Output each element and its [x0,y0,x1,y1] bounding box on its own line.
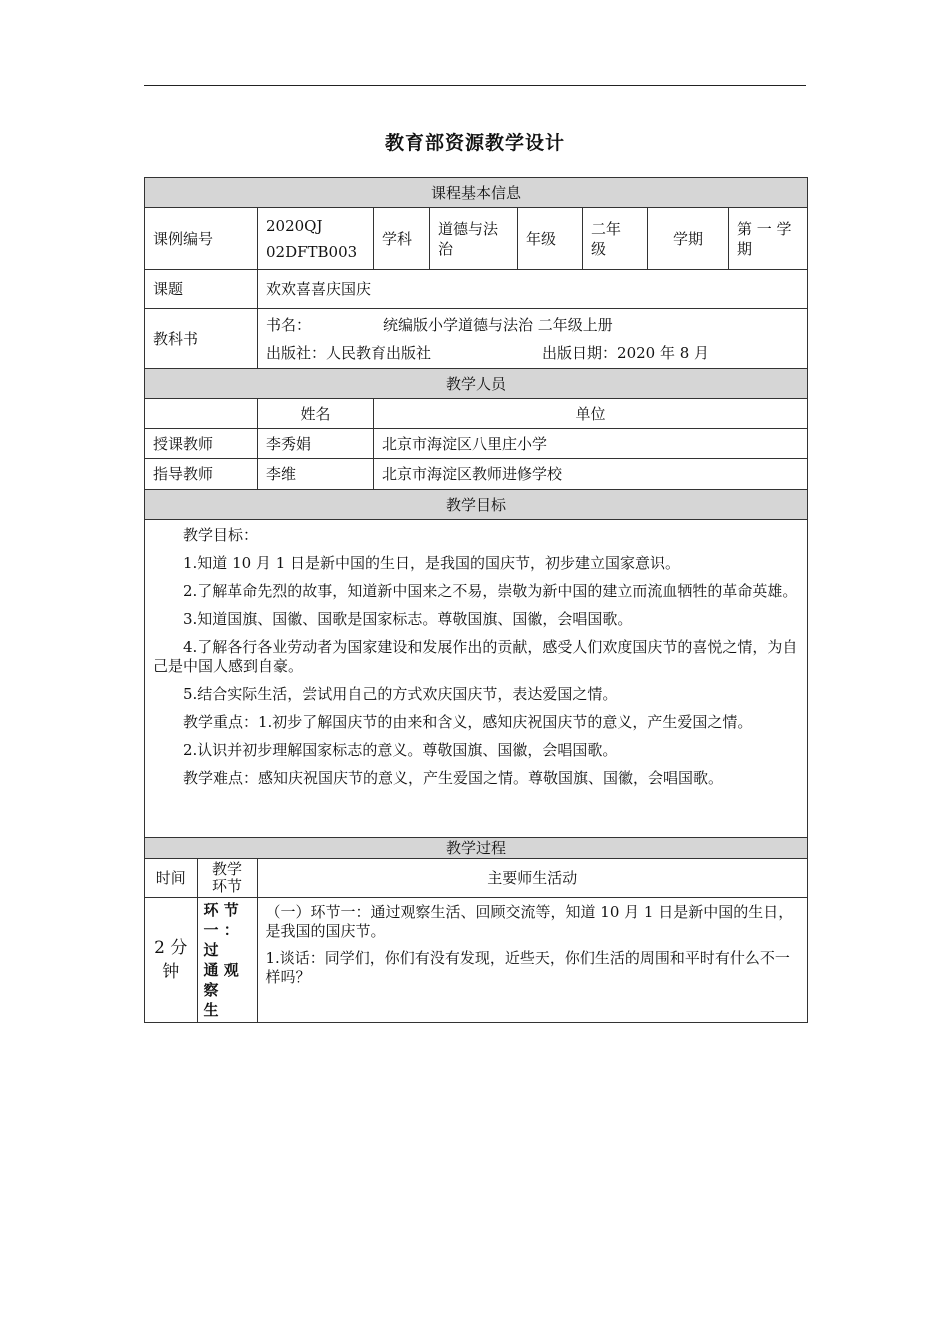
stage-header-line2: 环节 [211,877,242,895]
staff-unit: 北京市海淀区八里庄小学 [374,429,808,459]
topic-value: 欢欢喜喜庆国庆 [258,270,808,309]
staff-name-header: 姓名 [258,399,374,429]
goal-paragraph: 2.认识并初步理解国家标志的意义。尊敬国旗、国徽，会唱国歌。 [183,741,618,759]
pub-date-value: 2020 年 8 月 [617,343,710,362]
process-table-cell [145,859,808,898]
book-name-value: 统编版小学道德与法治 二年级上册 [383,315,613,334]
topic-label: 课题 [145,270,258,309]
activity-paragraph: 1.谈话：同学们，你们有没有发现，近些天，你们生活的周围和平时有什么不一样吗？ [265,949,790,986]
staff-name: 李秀娟 [258,429,374,459]
stage-header-line1: 教学 [211,860,242,878]
lesson-design-table [144,177,808,1023]
subject-line1: 道德与法 [438,219,499,238]
staff-row [145,459,808,490]
goal-paragraph: 教学难点：感知庆祝国庆节的意义，产生爱国之情。尊敬国旗、国徽，会唱国歌。 [183,769,724,787]
goal-paragraph: 4.了解各行各业劳动者为国家建设和发展作出的贡献，感受人们欢度国庆节的喜悦之情，为自己是中国人感到自豪。 [153,638,798,675]
goal-paragraph: 2.了解革命先烈的故事，知道新中国来之不易，崇敬为新中国的建立而流血牺牲的革命英雄。 [183,582,798,600]
document-title: 教育部资源教学设计 [384,132,565,154]
process-row-cell [145,898,808,1023]
grade-line2: 级 [591,239,607,258]
goal-paragraph: 1.知道 10 月 1 日是新中国的生日，是我国的国庆节，初步建立国家意识。 [183,554,681,572]
case-id-value [258,208,374,270]
staff-role: 指导教师 [145,459,258,490]
goals-content [145,520,808,838]
section-basic-info: 课程基本信息 [145,178,808,208]
staff-role: 授课教师 [145,429,258,459]
staff-row [145,429,808,459]
section-staff: 教学人员 [145,369,808,399]
process-stage [197,898,257,1022]
grade-label: 年级 [518,208,583,270]
case-id-line1: 2020QJ [266,216,323,235]
publisher-line [266,339,799,367]
book-name-line [266,311,799,339]
stage-line: 通 观 察 [203,961,239,999]
process-time [145,898,197,1022]
goal-paragraph: 5.结合实际生活，尝试用自己的方式欢庆国庆节，表达爱国之情。 [183,685,618,703]
section-process: 教学过程 [145,838,808,859]
stage-line: 生 [203,1001,219,1019]
time-line1: 2 分 [154,938,188,958]
publisher-value: 人民教育出版社 [326,343,432,362]
book-name-label: 书名： [266,315,312,334]
process-activity [257,898,807,1022]
stage-header [197,859,257,897]
goal-paragraph: 3.知道国旗、国徽、国歌是国家标志。尊敬国旗、国徽，会唱国歌。 [183,610,633,628]
pub-date-label: 出版日期： [542,343,618,362]
grade-value [583,208,648,270]
process-table [145,859,807,897]
section-goals: 教学目标 [145,490,808,520]
subject-value [430,208,518,270]
activity-header: 主要师生活动 [487,869,578,887]
subject-label: 学科 [374,208,430,270]
term-label: 学期 [648,208,729,270]
staff-name: 李维 [258,459,374,490]
case-id-line2: 02DFTB003 [266,242,358,261]
header-rule [144,85,806,86]
staff-empty-header [145,399,258,429]
textbook-info [258,309,808,369]
case-id-label: 课例编号 [145,208,258,270]
activity-paragraph: （一）环节一：通过观察生活、回顾交流等，知道 10 月 1 日是新中国的生日，是我国的国庆节。 [265,903,794,940]
subject-line2: 治 [438,239,454,258]
staff-unit-header: 单位 [374,399,808,429]
stage-line: 环 节 [203,901,239,919]
time-header: 时间 [145,859,197,897]
term-line2: 期 [737,239,753,258]
time-line2: 钟 [162,962,180,982]
term-value [729,208,808,270]
goal-paragraph: 教学目标： [183,526,259,544]
process-row [145,898,807,1022]
textbook-label: 教科书 [145,309,258,369]
goal-paragraph: 教学重点：1.初步了解国庆节的由来和含义，感知庆祝国庆节的意义，产生爱国之情。 [183,713,753,731]
staff-unit: 北京市海淀区教师进修学校 [374,459,808,490]
term-line1: 第 一 学 [737,219,792,238]
publisher-label: 出版社： [266,343,327,362]
stage-line: 一 ： 过 [203,921,239,959]
grade-line1: 二年 [591,219,622,238]
